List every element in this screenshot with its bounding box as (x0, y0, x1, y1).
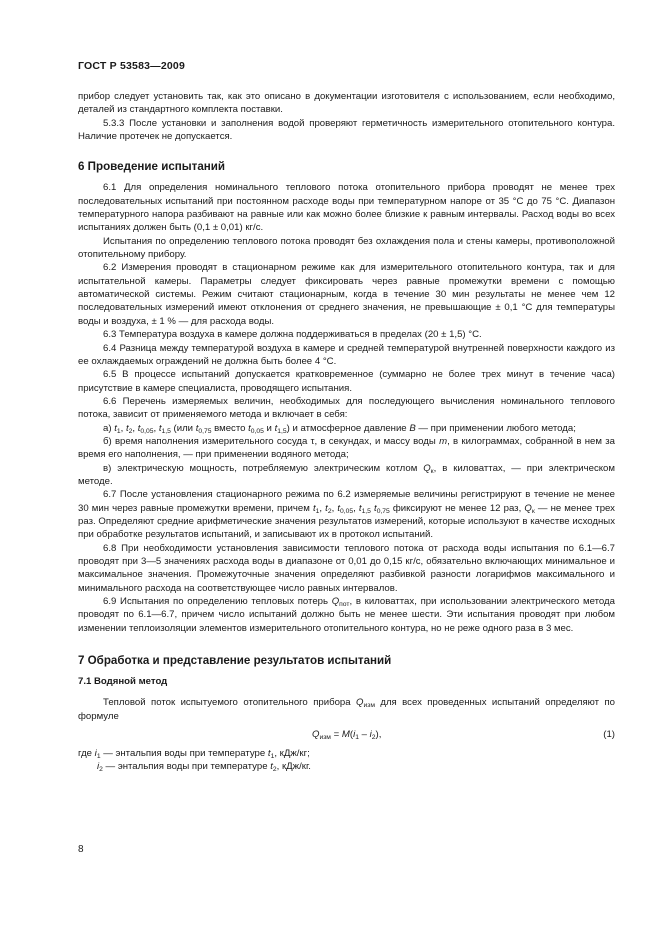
legend-row-i1: где $i_1$ — энтальпия воды при температуре $t_1$, кДж/кг; (78, 748, 310, 761)
paragraph-6-1b: Испытания по определению теплового потока проводят без охлаждения пола и стены камеры, противоположной отопительному прибору. (78, 235, 615, 261)
subsection-7-1-title: 7.1 Водяной метод (78, 676, 168, 688)
paragraph-6-6: 6.6 Перечень измеряемых величин, необходимых для последующего вычисления номинального теплового потока, зависит от применяемого метода и включает в себя: (78, 395, 615, 421)
paragraph-7-1: Тепловой поток испытуемого отопительного прибора $Q_{изм}$ для всех проведенных испытаний определяют по формуле (78, 697, 615, 722)
legend-row-i2: $i_2$ — энтальпия воды при температуре $t_2$, кДж/кг. (97, 761, 311, 774)
section-7-title: 7 Обработка и представление результатов испытаний (78, 654, 392, 668)
paragraph-6-3: 6.3 Температура воздуха в камере должна поддерживаться в пределах (20 ± 1,5) °С. (103, 329, 482, 341)
paragraph-6-6b: б) время наполнения измерительного сосуда τ, в секундах, и массу воды m, в килограммах, собранной в нем за время его наполнения, — при применении водяного метода; (78, 435, 615, 461)
paragraph-6-1: 6.1 Для определения номинального теплового потока отопительного прибора проводят не менее трех последовательных испытаний при постоянном расходе воды при температурном напоре от 35 °С до 75 °С. Диапазон температурного напора разбивают на равные или как можно более близкие к равным интервалы. Расход воды во всех испытаниях должен быть (0,1 ± 0,01) кг/с. (78, 182, 615, 234)
paragraph-6-6a: а) $t_1$, $t_2$, $t_{0,05}$, $t_{1,5}$ (или $t_{0,75}$ вместо $t_{0,05}$ и $t_{1,5}$) и атмосферное давление B — при применении любого метода; (103, 422, 576, 435)
formula-number: (1) (603, 729, 615, 741)
paragraph-6-9: 6.9 Испытания по определению тепловых потерь $Q_{пот}$, в киловаттах, при использовании электрического метода проводят по 6.1—6.7, причем число испытаний должно быть не менее шести. Эти испытания проводят при любом изменении теплоизоляции элементов измерительного отопительного контура, но не реже одного раза в 3 мес. (78, 596, 615, 634)
formula-1 (78, 725, 615, 743)
paragraph-6-7: 6.7 После установления стационарного режима по 6.2 измеряемые величины регистрируют в течение не менее 30 мин через равные промежутки времени, причем $t_1$, $t_2$, $t_{0,05}$, $t_{1,5}$ $t_{0,75}$ фиксируют не менее 12 раз, $Q_к$ — не менее трех раз. Определяют средние арифметические значения результатов измерений, которые используют в качестве исходных при обработке результатов испытаний, и записывают их в протокол испытаний. (78, 489, 615, 541)
paragraph-6-8: 6.8 При необходимости установления зависимости теплового потока от расхода воды испытания по 6.1—6.7 проводят при 3—5 значениях расхода воды в диапазоне от 0,01 до 0,15 кг/с, обязательно включающих минимальное и максимальное значения. Промежуточные значения определяют разбивкой разности логарифмов максимального и минимального расхода на соответствующее число равных интервалов. (78, 542, 615, 594)
formula-legend (78, 747, 615, 774)
formula-expression: $Q_{изм} = M(i_1 - i_2)$, (312, 729, 382, 742)
paragraph-continuation: прибор следует установить так, как это описано в документации изготовителя с использованием, если необходимо, деталей из стандартного комплекта поставки. (78, 91, 615, 116)
document-body (78, 90, 615, 774)
paragraph-5-3-3: 5.3.3 После установки и заполнения водой проверяют герметичность измерительного отопительного контура. Наличие протечек не допускается. (78, 117, 615, 143)
paragraph-6-6c: в) электрическую мощность, потребляемую электрическим котлом $Q_к$, в киловаттах, — при электрическом методе. (78, 462, 615, 487)
page-number: 8 (78, 844, 84, 855)
document-header: ГОСТ Р 53583—2009 (78, 60, 186, 72)
section-6-title: 6 Проведение испытаний (78, 160, 226, 174)
paragraph-6-5: 6.5 В процессе испытаний допускается кратковременное (суммарно не более трех минут в течение часа) присутствие в камере специалиста, проводящего испытания. (78, 369, 615, 394)
paragraph-6-2: 6.2 Измерения проводят в стационарном режиме как для измерительного отопительного контура, так и для испытательной камеры. Параметры следует фиксировать через равные промежутки времени с помощью автоматической системы. Режим считают стационарным, когда в течение 30 мин результаты не менее чем 12 последовательных измерений имеют отклонения от среднего значения, не превышающие ± 0,1 °С для температуры воды и воздуха, ± 1 % — для расхода воды. (78, 262, 615, 327)
paragraph-6-4: 6.4 Разница между температурой воздуха в камере и средней температурой внутренней поверхности каждого из ее охлаждаемых ограждений не должна быть более 4 °С. (78, 342, 615, 367)
